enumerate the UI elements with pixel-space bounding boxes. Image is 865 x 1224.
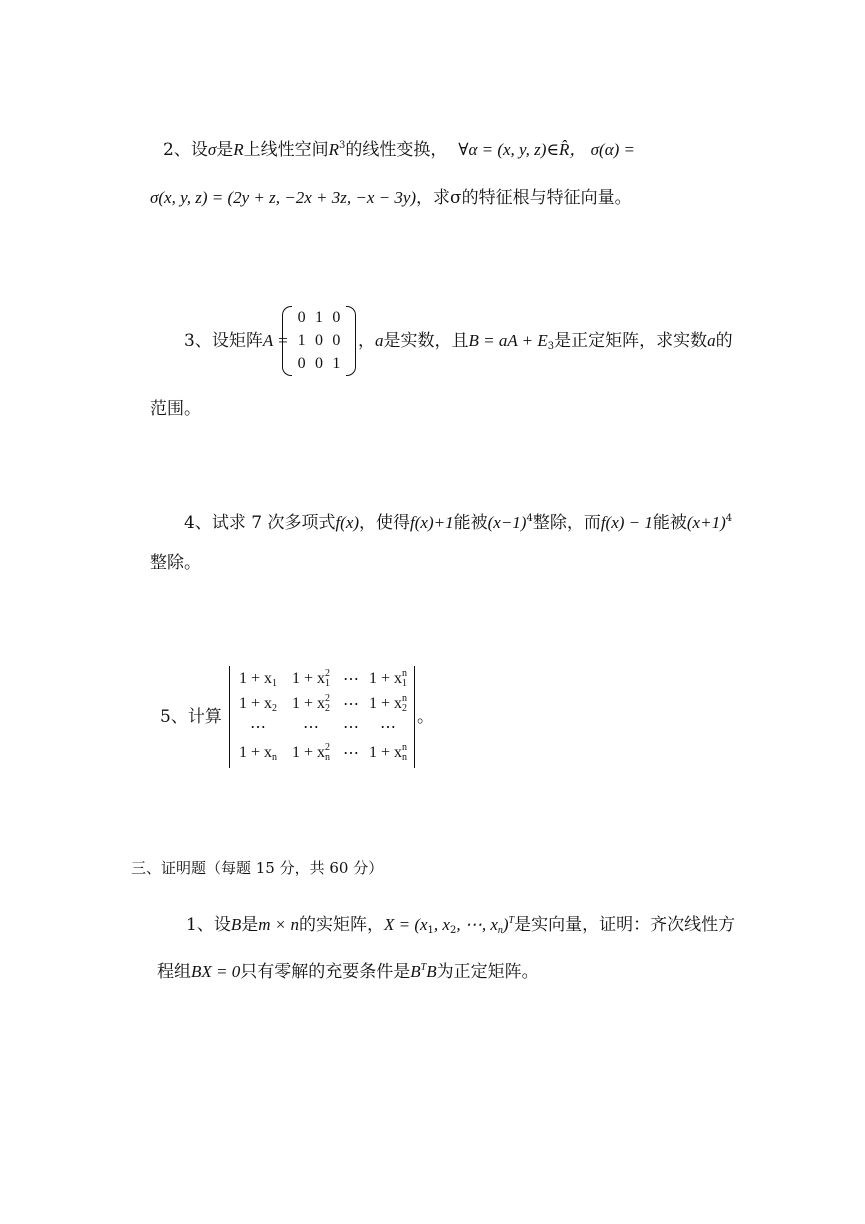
p3-label: 3、设矩阵: [184, 331, 263, 351]
det-cell: ⋯: [343, 695, 359, 713]
q1-xsn: n: [497, 925, 503, 936]
proof-1-line-2: [157, 961, 539, 983]
q1-t2: 是: [241, 915, 259, 935]
p3-after-4: 的: [715, 331, 733, 351]
matrix-right-paren: [346, 306, 356, 376]
q1-c1: , x: [433, 915, 450, 934]
p2-R3: R: [328, 140, 339, 159]
p4-d1-sup: 4: [526, 513, 533, 524]
p2-end: ， σ(α) =: [569, 140, 636, 159]
p2-sigma: σ: [207, 140, 217, 159]
det-cell: ⋯: [343, 670, 359, 688]
det-left-bar: [229, 666, 230, 768]
p2-text: ，求σ的特征根与特征向量。: [416, 188, 632, 208]
q1-l2-t1: 程组: [157, 962, 191, 982]
det-cell: $1 + x_n^2$: [291, 742, 331, 763]
p4-f3: f(x) − 1: [600, 513, 653, 532]
matrix-cell: 0: [297, 355, 306, 373]
problem-2-line-1: [163, 139, 635, 161]
p3-comma: ，: [358, 331, 375, 351]
q1-eq: BX = 0: [191, 962, 241, 981]
problem-2-line-2: [150, 187, 632, 209]
q1-B: B: [230, 915, 242, 934]
det-cell: $1 + x_2$: [238, 694, 278, 714]
p4-t3: 能被: [453, 513, 488, 533]
problem-5-end: 。: [417, 707, 434, 727]
q1-t4: 是实向量，证明：齐次线性方: [514, 915, 736, 935]
problem-3-label: [184, 330, 289, 352]
det-right-bar: [414, 666, 415, 768]
p2-mid2: 上线性空间: [243, 140, 329, 160]
problem-4-line-1: [184, 512, 732, 534]
problem-4-line-2: 整除。: [150, 553, 201, 573]
det-cell: $1 + x_n$: [238, 744, 278, 763]
q1-close: ): [502, 915, 509, 934]
q1-BTB-B2: B: [426, 962, 437, 981]
problem-3-line-2: 范围。: [150, 399, 201, 419]
determinant: [229, 666, 415, 768]
q1-c2: , ⋯, x: [456, 915, 498, 934]
p3-B-expr: B = aA + E: [468, 331, 548, 350]
problem-5-label: 5、计算: [160, 707, 222, 727]
p2-prefix: 2、设: [163, 140, 208, 160]
proof-1-line-1: [186, 914, 735, 936]
p4-f1: f(x): [335, 513, 360, 532]
p3-after-2: 是实数，且: [383, 331, 469, 351]
p2-formula: σ(x, y, z) = (2y + z, −2x + 3z, −x − 3y): [150, 188, 417, 207]
p4-t1: 4、试求 7 次多项式: [184, 513, 336, 533]
det-cell: ⋯: [250, 719, 266, 736]
p3-E-sub: 3: [547, 341, 555, 352]
p3-after-3: 是正定矩阵，求实数: [554, 331, 708, 351]
matrix-cell: 0: [332, 308, 341, 326]
q1-mn: m × n: [258, 915, 299, 934]
p3-a: a: [375, 331, 384, 350]
p3-A-eq: A =: [262, 331, 289, 350]
p4-d2: (x+1): [686, 513, 726, 532]
p4-f2: f(x)+1: [410, 513, 454, 532]
det-cell: $1 + x_2^n$: [368, 692, 408, 714]
q1-t1: 1、设: [186, 915, 231, 935]
section-3-heading: 三、证明题（每题 15 分，共 60 分）: [131, 859, 384, 877]
p3-a2: a: [707, 331, 716, 350]
matrix-cell: 0: [332, 331, 341, 349]
q1-X: X = (x: [383, 915, 428, 934]
det-cell: ⋯: [303, 719, 319, 736]
det-cell: ⋯: [343, 719, 359, 736]
matrix-cell: 0: [297, 308, 306, 326]
problem-3-rest: [358, 330, 733, 352]
p4-d2-sup: 4: [725, 513, 733, 524]
q1-T: T: [508, 915, 515, 926]
p2-forall: ∀α = (x, y, z)∈: [458, 140, 560, 159]
matrix-A: [282, 306, 356, 376]
p4-d1: (x−1): [487, 513, 527, 532]
det-cell: $1 + x_1$: [238, 669, 278, 689]
det-cell: ⋯: [343, 745, 359, 762]
q1-BTB-B: B: [410, 962, 421, 981]
p2-mid3: 的线性变换，: [345, 140, 448, 160]
p4-t4: 整除，而: [532, 513, 601, 533]
p4-t5: 能被: [652, 513, 687, 533]
q1-l2-t2: 只有零解的充要条件是: [240, 962, 411, 982]
det-cell: $1 + x_n^n$: [368, 742, 408, 763]
p2-Rhat: R̂: [559, 140, 570, 159]
q1-xs2: 2: [449, 925, 457, 936]
q1-BTB-T: T: [420, 962, 427, 973]
q1-t3: 的实矩阵，: [298, 915, 384, 935]
matrix-cell: 1: [297, 331, 306, 349]
matrix-cell: 0: [314, 331, 323, 349]
q1-xs1: 1: [427, 925, 434, 936]
det-cell: $1 + x_1^n$: [368, 667, 408, 689]
p2-mid: 是: [216, 140, 234, 160]
p2-R3-sup: 3: [339, 140, 346, 151]
matrix-cell: 0: [314, 355, 323, 373]
det-cell: ⋯: [380, 719, 396, 736]
p2-R: R: [233, 140, 244, 159]
matrix-left-paren: [282, 306, 292, 376]
p4-t2: ，使得: [359, 513, 411, 533]
matrix-cell: 1: [332, 355, 341, 373]
det-cell: $1 + x_2^2$: [291, 692, 331, 714]
q1-l2-t3: 为正定矩阵。: [436, 962, 539, 982]
matrix-cell: 1: [314, 308, 323, 326]
det-cell: $1 + x_1^2$: [291, 667, 331, 689]
